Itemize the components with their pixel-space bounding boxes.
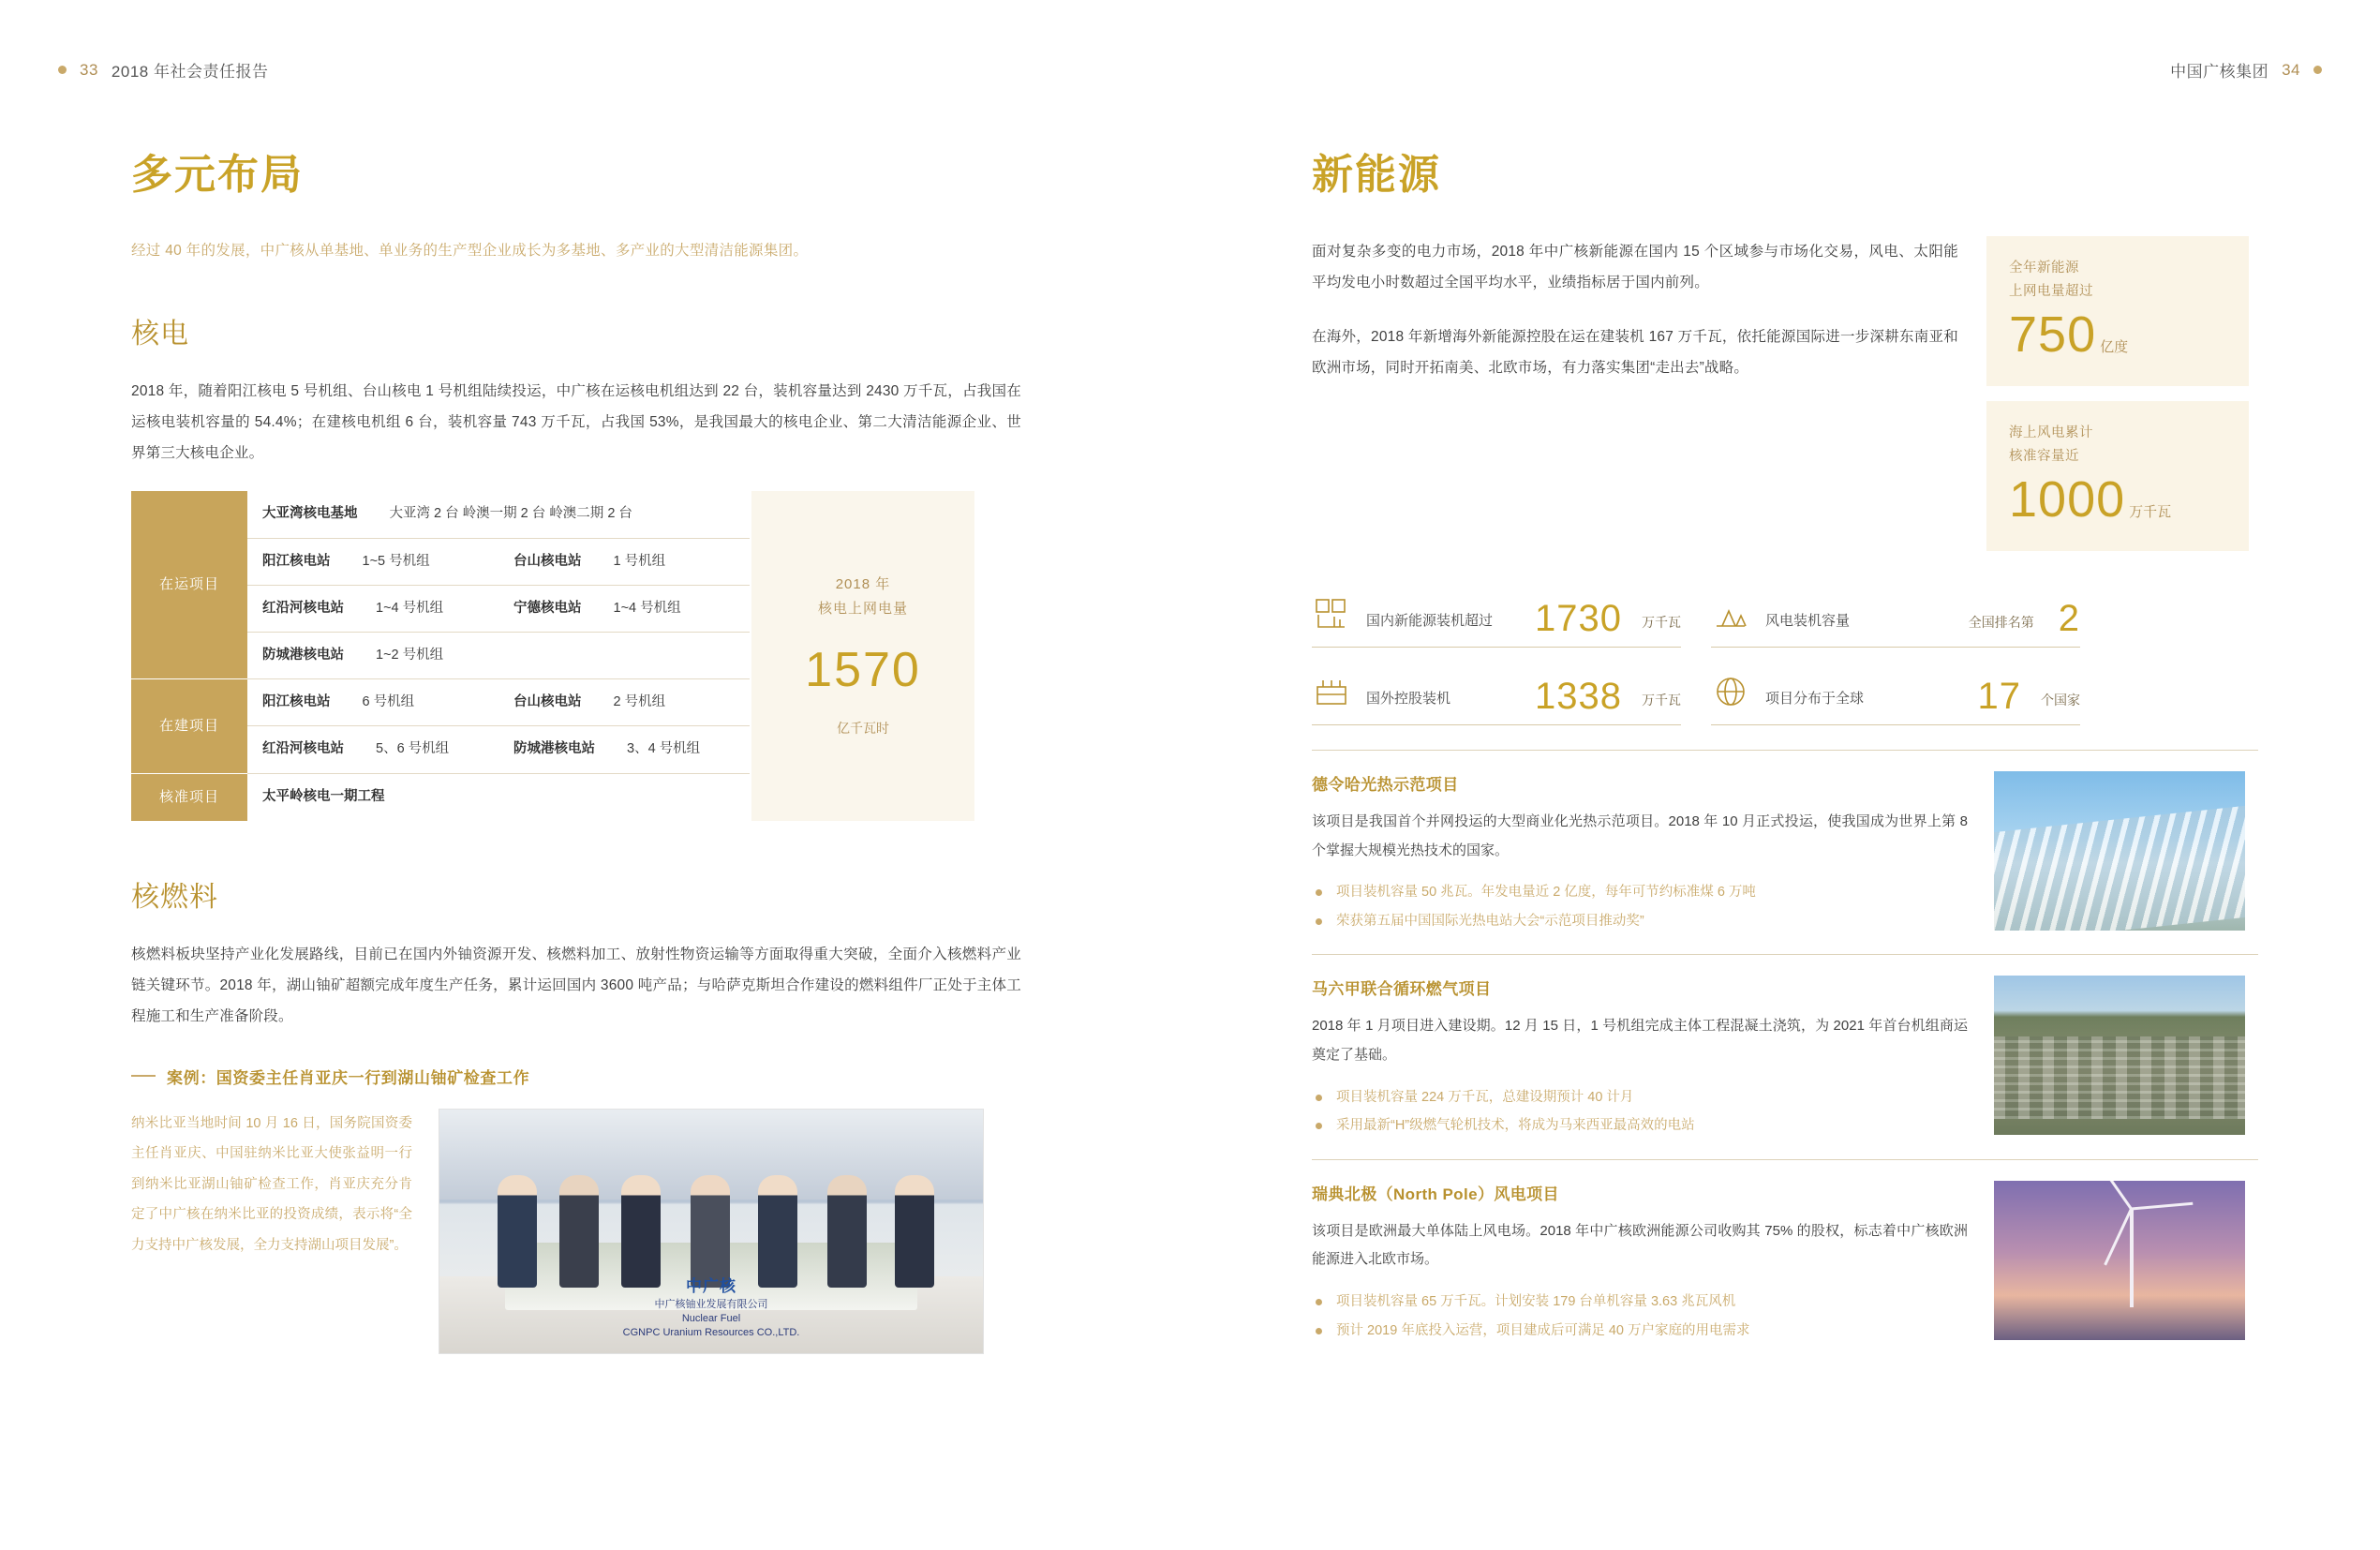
bullet-dot-icon	[58, 66, 67, 74]
project-item	[1312, 1159, 2258, 1364]
case-study-row	[131, 1109, 1021, 1354]
page-number-left: 33	[80, 60, 98, 79]
turbine-blade-icon	[2094, 1181, 2132, 1210]
kpi-value: 1730	[1535, 597, 1622, 639]
kpi-value: 1338	[1535, 675, 1622, 717]
table-cell	[498, 726, 750, 773]
kpi-label: 风电装机容量	[1765, 612, 1851, 629]
list-item: 项目装机容量 50 兆瓦。年发电量近 2 亿度，每年可节约标准煤 6 万吨	[1312, 878, 1968, 906]
list-item: 预计 2019 年底投入运营，项目建成后可满足 40 万户家庭的用电需求	[1312, 1317, 1968, 1345]
project-name: 德令哈光热示范项目	[1312, 775, 1459, 794]
table-cell	[247, 679, 498, 726]
table-category-approved: 核准项目	[131, 773, 247, 821]
plant-name: 太平岭核电一期工程	[262, 789, 385, 805]
plant-units: 5、6 号机组	[376, 741, 450, 757]
kpi-label: 国外控股装机	[1366, 690, 1451, 707]
plant-units: 2 号机组	[613, 694, 666, 710]
stat-value: 1570	[805, 642, 921, 697]
plant-name: 红沿河核电站	[262, 741, 344, 757]
list-item: 项目装机容量 65 万千瓦。计划安装 179 台单机容量 3.63 兆瓦风机	[1312, 1288, 1968, 1316]
plant-name: 宁德核电站	[513, 600, 582, 616]
fuel-paragraph: 核燃料板块坚持产业化发展路线，目前已在国内外铀资源开发、核燃料加工、放射性物资运输等方面取得重大突破，全面介入核燃料产业链关键环节。2018 年，湖山铀矿超额完成年度生产任务，累计运回国内 3600 吨产品；与哈萨克斯坦合作建设的燃料组件厂正处于主体工程施工和生产准备阶段。	[131, 946, 1021, 1025]
nuclear-projects-table-wrap	[131, 491, 974, 820]
nuclear-projects-table	[131, 491, 750, 820]
table-cell	[247, 538, 498, 585]
table-row	[131, 773, 750, 821]
stat-unit: 亿千瓦时	[837, 720, 889, 736]
kpi-domestic-capacity	[1312, 594, 1681, 648]
project-bullets	[1312, 878, 1968, 935]
logo-brand: 中广核	[685, 1277, 736, 1296]
highlight-card-grid-power	[1986, 236, 2249, 386]
solar-panel-icon	[1312, 594, 1351, 633]
table-category-operating: 在运项目	[131, 491, 247, 678]
table-row	[131, 679, 750, 726]
plant-units: 3、4 号机组	[627, 741, 701, 757]
case-study-label: 案例：国资委主任肖亚庆一行到湖山铀矿检查工作	[167, 1068, 530, 1087]
lede-paragraph: 经过 40 年的发展，中广核从单基地、单业务的生产型企业成长为多基地、多产业的大型清洁能源集团。	[131, 243, 809, 259]
plant-name: 防城港核电站	[513, 741, 595, 757]
stat-label-year: 2018 年	[835, 576, 891, 593]
highlight-card-offshore-wind	[1986, 401, 2249, 551]
kpi-rank-prefix: 全国排名第	[1968, 614, 2034, 630]
organization-name: 中国广核集团	[2170, 63, 2269, 81]
plant-name: 阳江核电站	[262, 553, 331, 569]
project-body	[1312, 1181, 1968, 1345]
section-heading-nuclear: 核电	[131, 318, 189, 350]
plant-units: 1 号机组	[613, 553, 666, 569]
table-cell	[247, 726, 498, 773]
rule-icon	[131, 1075, 156, 1077]
project-description: 该项目是欧洲最大单体陆上风电场。2018 年中广核欧洲能源公司收购其 75% 的股权，标志着中广核欧洲能源进入北欧市场。	[1312, 1222, 1968, 1268]
card-label-line1: 全年新能源	[2009, 261, 2079, 276]
table-cell	[247, 633, 750, 679]
case-study-title	[131, 1065, 1021, 1088]
photo-person	[827, 1175, 867, 1288]
photo-person	[691, 1175, 730, 1288]
table-cell	[247, 773, 750, 821]
page-number-right: 34	[2282, 60, 2300, 79]
photo-person	[758, 1175, 797, 1288]
table-category-construction: 在建项目	[131, 679, 247, 773]
new-energy-intro	[1312, 236, 2258, 551]
solar-thermal-photo	[1994, 771, 2245, 931]
globe-icon	[1711, 672, 1750, 711]
project-name: 瑞典北极（North Pole）风电项目	[1312, 1185, 1559, 1203]
wind-turbine-icon	[1711, 594, 1750, 633]
logo-company-en2: CGNPC Uranium Resources CO.,LTD.	[622, 1326, 800, 1338]
project-item	[1312, 954, 2258, 1158]
kpi-unit: 万千瓦	[1642, 614, 1681, 630]
new-energy-paragraph-2: 在海外，2018 年新增海外新能源控股在运在建装机 167 万千瓦，依托能源国际进一步深耕东南亚和欧洲市场，同时开拓南美、北欧市场，有力落实集团“走出去”战略。	[1312, 328, 1958, 376]
plant-units: 1~5 号机组	[362, 553, 430, 569]
project-name: 马六甲联合循环燃气项目	[1312, 980, 1492, 999]
photo-logo-caption	[623, 1276, 800, 1339]
nuclear-paragraph: 2018 年，随着阳江核电 5 号机组、台山核电 1 号机组陆续投运，中广核在运核电机组达到 22 台，装机容量达到 2430 万千瓦，占我国在运核电装机容量的 54.4%；在建核电机组 6 台，装机容量 743 万千瓦，占我国 53%，是我国最大的核电企业、第二大清洁能源企业、世界第三大核电企业。	[131, 382, 1021, 462]
logo-company-cn: 中广核铀业发展有限公司	[654, 1299, 768, 1311]
new-energy-paragraph-1: 面对复杂多变的电力市场，2018 年中广核新能源在国内 15 个区域参与市场化交易，风电、太阳能平均发电小时数超过全国平均水平，业绩指标居于国内前列。	[1312, 244, 1958, 291]
kpi-value: 2	[2058, 597, 2080, 639]
project-description: 2018 年 1 月项目进入建设期。12 月 15 日，1 号机组完成主体工程混凝土浇筑，为 2021 年首台机组商运奠定了基础。	[1312, 1018, 1968, 1064]
plant-units: 1~4 号机组	[613, 600, 681, 616]
plant-name: 大亚湾核电基地	[262, 506, 358, 522]
power-plant-photo	[1994, 976, 2245, 1135]
table-row	[131, 491, 750, 538]
card-unit: 万千瓦	[2129, 504, 2172, 521]
list-item: 采用最新“H”级燃气轮机技术，将成为马来西亚最高效的电站	[1312, 1111, 1968, 1140]
project-body	[1312, 976, 1968, 1140]
kpi-overseas-capacity	[1312, 672, 1681, 725]
kpi-wind-capacity-rank	[1711, 594, 2080, 648]
table-cell	[247, 585, 498, 632]
highlight-cards	[1986, 236, 2249, 551]
section-heading-fuel: 核燃料	[131, 881, 218, 913]
photo-person	[621, 1175, 661, 1288]
report-title-running: 2018 年社会责任报告	[111, 63, 269, 81]
header-left	[58, 58, 268, 82]
new-energy-paragraphs	[1312, 236, 1958, 551]
card-unit: 亿度	[2100, 339, 2129, 356]
case-study-photo	[439, 1109, 984, 1354]
card-label-line2: 上网电量超过	[2009, 283, 2093, 299]
project-body	[1312, 771, 1968, 935]
section-title-new-energy: 新能源	[1312, 152, 1441, 198]
plant-name: 台山核电站	[513, 694, 582, 710]
photo-person	[498, 1175, 537, 1288]
nuclear-output-stat	[751, 491, 974, 820]
card-label-line1: 海上风电累计	[2009, 425, 2093, 440]
plant-name: 阳江核电站	[262, 694, 331, 710]
right-page-content	[1312, 141, 2258, 1364]
list-item: 项目装机容量 224 万千瓦，总建设期预计 40 计月	[1312, 1083, 1968, 1111]
plant-units: 1~2 号机组	[376, 648, 444, 663]
project-description: 该项目是我国首个并网投运的大型商业化光热示范项目。2018 年 10 月正式投运，使我国成为世界上第 8 个掌握大规模光热技术的国家。	[1312, 812, 1968, 858]
bullet-dot-icon	[2313, 66, 2322, 74]
kpi-label: 项目分布于全球	[1765, 690, 1865, 707]
header-right	[2170, 58, 2322, 82]
case-study-text: 纳米比亚当地时间 10 月 16 日，国务院国资委主任肖亚庆、中国驻纳米比亚大使张益明一行到纳米比亚湖山铀矿检查工作，肖亚庆充分肯定了中广核在纳米比亚的投资成绩，表示将“全力支持中广核发展，全力支持湖山项目发展”。	[131, 1115, 412, 1254]
card-label-line2: 核准容量近	[2009, 448, 2079, 464]
kpi-unit: 个国家	[2041, 692, 2080, 708]
turbine-blade-icon	[2131, 1202, 2193, 1211]
turbine-tower-icon	[2130, 1209, 2134, 1307]
card-value: 1000	[2009, 471, 2126, 529]
kpi-unit: 万千瓦	[1642, 692, 1681, 708]
card-value: 750	[2009, 306, 2097, 364]
plant-units: 6 号机组	[362, 694, 415, 710]
left-page-content	[131, 141, 1021, 1354]
plant-units: 1~4 号机组	[376, 600, 444, 616]
project-item	[1312, 750, 2258, 954]
kpi-value: 17	[1977, 675, 2021, 717]
plant-name: 红沿河核电站	[262, 600, 344, 616]
plant-name: 防城港核电站	[262, 648, 344, 663]
project-bullets	[1312, 1083, 1968, 1140]
kpi-grid	[1312, 594, 2080, 725]
table-cell	[247, 491, 750, 538]
projects-list	[1312, 750, 2258, 1364]
page-title: 多元布局	[131, 152, 304, 198]
wind-farm-photo	[1994, 1181, 2245, 1340]
kpi-label: 国内新能源装机超过	[1366, 612, 1494, 629]
kpi-countries	[1711, 672, 2080, 725]
logo-company-en1: Nuclear Fuel	[681, 1312, 741, 1324]
factory-icon	[1312, 672, 1351, 711]
photo-person	[559, 1175, 599, 1288]
table-cell	[498, 679, 750, 726]
table-cell	[498, 538, 750, 585]
turbine-blade-icon	[2104, 1209, 2133, 1266]
plant-units: 大亚湾 2 台 岭澳一期 2 台 岭澳二期 2 台	[389, 506, 632, 522]
table-cell	[498, 585, 750, 632]
photo-person	[895, 1175, 934, 1288]
list-item: 荣获第五届中国国际光热电站大会“示范项目推动奖”	[1312, 907, 1968, 935]
plant-name: 台山核电站	[513, 553, 582, 569]
project-bullets	[1312, 1288, 1968, 1345]
stat-label-metric: 核电上网电量	[817, 601, 908, 618]
